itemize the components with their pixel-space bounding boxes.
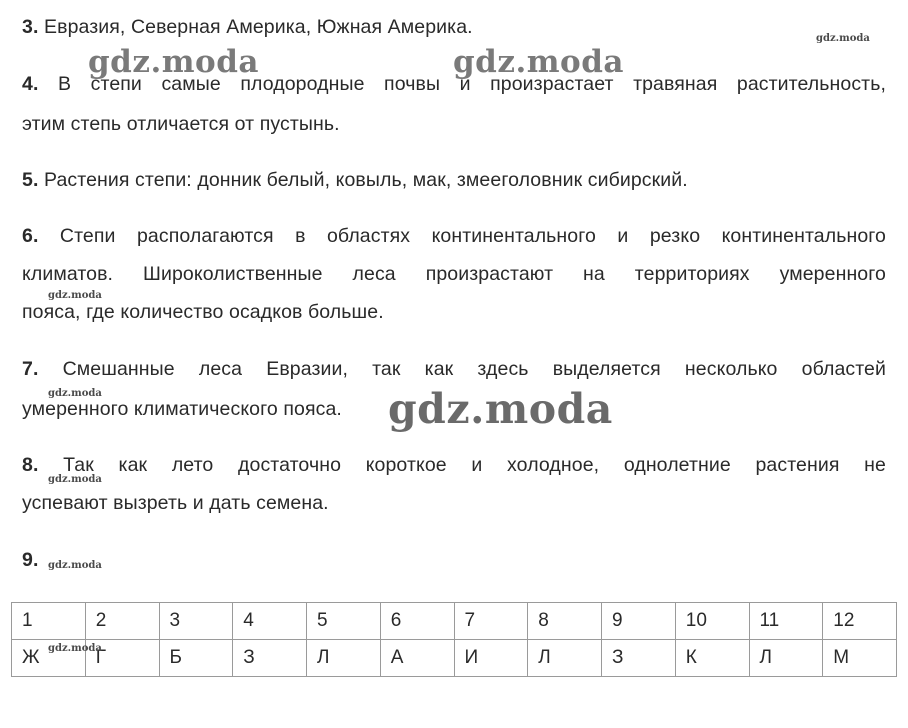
answer-number: 9. xyxy=(22,549,39,571)
answer-7-line-2: умеренного климатического пояса. xyxy=(22,398,342,420)
answer-text: Растения степи: донник белый, ковыль, мак, змееголовник сибирский. xyxy=(44,169,688,191)
table-cell: Ж xyxy=(12,640,86,677)
table-cell: 5 xyxy=(307,603,381,640)
answer-number: 7. xyxy=(22,358,39,380)
watermark: gdz.moda xyxy=(48,290,102,301)
table-cell: З xyxy=(602,640,676,677)
table-cell: М xyxy=(823,640,897,677)
table-cell: 7 xyxy=(454,603,528,640)
watermark: gdz.moda xyxy=(388,385,613,433)
table-cell: Л xyxy=(528,640,602,677)
table-cell: 1 xyxy=(12,603,86,640)
answer-number: 8. xyxy=(22,454,39,476)
table-cell: 6 xyxy=(380,603,454,640)
table-cell: 9 xyxy=(602,603,676,640)
answer-6-line-3: пояса, где количество осадков больше. xyxy=(22,301,384,323)
answer-8-line-1 xyxy=(22,452,886,478)
table-cell: 8 xyxy=(528,603,602,640)
watermark: gdz.moda xyxy=(816,33,870,44)
answer-number: 5. xyxy=(22,169,39,191)
table-value-row xyxy=(12,640,897,677)
table-header-row xyxy=(12,603,897,640)
answer-8-line-2: успевают вызреть и дать семена. xyxy=(22,492,329,514)
table-cell: З xyxy=(233,640,307,677)
answer-9 xyxy=(22,547,38,573)
table-cell: 12 xyxy=(823,603,897,640)
answer-number: 4. xyxy=(22,73,39,95)
watermark: gdz.moda xyxy=(88,44,259,80)
answer-number: 3. xyxy=(22,16,39,38)
table-cell: Б xyxy=(159,640,233,677)
table-cell: 2 xyxy=(85,603,159,640)
answer-text: Евразия, Северная Америка, Южная Америка. xyxy=(44,16,473,38)
answer-number: 6. xyxy=(22,225,39,247)
answer-7-line-1 xyxy=(22,356,886,382)
answer-3 xyxy=(22,14,473,40)
answer-6-line-1 xyxy=(22,223,886,249)
answer-4-line-2: этим степь отличается от пустынь. xyxy=(22,113,340,135)
answer-text: Так как лето достаточно короткое и холодное, однолетние растения не xyxy=(63,454,886,476)
table-cell: Л xyxy=(749,640,823,677)
table-cell: А xyxy=(380,640,454,677)
table-cell: К xyxy=(675,640,749,677)
answer-6-line-2: климатов. Широколиственные леса произрастают на территориях умеренного xyxy=(22,263,886,285)
watermark: gdz.moda xyxy=(453,44,624,80)
table-cell: 11 xyxy=(749,603,823,640)
answer-text: В степи самые плодородные почвы и произрастает травяная растительность, xyxy=(58,73,886,95)
table-cell: Л xyxy=(307,640,381,677)
table-cell: 4 xyxy=(233,603,307,640)
table-cell: Г xyxy=(85,640,159,677)
watermark: gdz.moda xyxy=(48,388,102,399)
answer-text: Степи располагаются в областях континентального и резко континентального xyxy=(59,225,886,247)
watermark: gdz.moda xyxy=(48,560,102,571)
answer-text: Смешанные леса Евразии, так как здесь выделяется несколько областей xyxy=(62,358,886,380)
watermark: gdz.moda xyxy=(48,474,102,485)
watermark: gdz.moda xyxy=(48,643,102,654)
answer-5 xyxy=(22,167,688,193)
answer-table xyxy=(11,602,897,677)
table-cell: 10 xyxy=(675,603,749,640)
table-cell: И xyxy=(454,640,528,677)
table-cell: 3 xyxy=(159,603,233,640)
